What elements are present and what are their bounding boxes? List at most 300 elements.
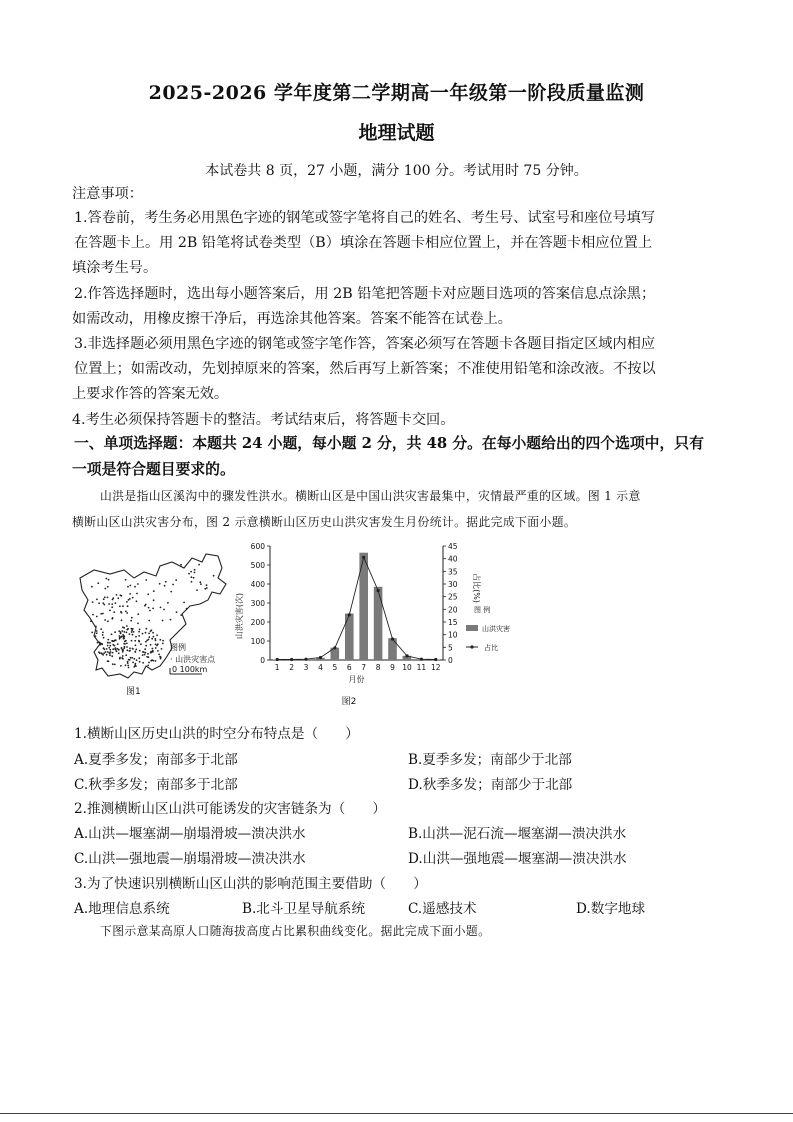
flood-point [102,632,104,634]
flood-point [107,645,109,647]
flood-point [126,649,128,651]
flood-points [90,564,214,669]
percent-point-2 [290,658,293,661]
flood-point [131,657,133,659]
flood-point [107,651,109,653]
flood-point [127,665,129,667]
flood-point [126,601,128,603]
flood-point [135,636,137,638]
flood-point [151,660,153,662]
flood-point [132,597,134,599]
notes-line: 如需改动，用橡皮擦干净后，再选涂其他答案。答案不能答在试卷上。 [72,311,512,327]
flood-point [114,631,116,633]
flood-point [132,634,134,636]
flood-point [135,644,137,646]
flood-point [122,655,124,657]
flood-point [170,591,172,593]
flood-point [139,650,141,652]
flood-point [106,654,108,656]
flood-point [102,602,104,604]
flood-point [91,632,93,634]
flood-point [104,588,106,590]
flood-point [103,637,105,639]
flood-point [160,658,162,660]
flood-point [142,654,144,656]
flood-point [121,619,123,621]
flood-point [142,651,144,653]
flood-point [99,642,101,644]
flood-point [101,644,103,646]
flood-point [138,631,140,633]
notes-heading: 注意事项： [72,186,143,202]
x-tick-label: 10 [402,663,412,672]
flood-point [96,616,98,618]
y2-axis-label: 占比(%) [472,573,481,603]
flood-point [134,640,136,642]
percent-point-12 [434,658,437,661]
chart-legend-bar: 山洪灾害 [482,625,510,633]
flood-point [115,639,117,641]
flood-point [126,612,128,614]
notes-line: 4.考生必须保持答题卡的整洁。考试结束后，将答题卡交回。 [72,412,455,428]
flood-point [125,611,127,613]
flood-point [116,594,118,596]
flood-point [108,579,110,581]
flood-point [114,645,116,647]
flood-point [108,660,110,662]
percent-line [277,557,436,659]
flood-point [104,619,106,621]
flood-point [127,662,129,664]
x-tick-label: 11 [416,663,427,672]
flood-point [96,599,98,601]
flood-point [122,626,124,628]
y2-tick-label: 30 [448,580,458,589]
flood-point [102,613,104,615]
flood-point [199,581,201,583]
notes-line: 上要求作答的答案无效。 [72,386,229,402]
flood-point [157,643,159,645]
flood-point [133,666,135,668]
flood-point [142,633,144,635]
flood-point [133,631,135,633]
flood-point [125,654,127,656]
flood-point [125,579,127,581]
flood-point [167,602,169,604]
flood-point [145,604,147,606]
flood-point [153,636,155,638]
flood-point [131,628,133,630]
flood-point [101,653,103,655]
flood-point [149,610,151,612]
flood-point [119,638,121,640]
flood-point [137,623,139,625]
figure2-caption: 图2 [341,697,357,707]
flood-point [107,642,109,644]
y-axis-label: 山洪灾害(次) [235,592,244,640]
x-tick-label: 5 [332,663,338,672]
figure1-caption: 图1 [126,687,141,697]
passage-text: 横断山区山洪灾害分布，图 2 示意横断山区历史山洪灾害发生月份统计。据此完成下面小题。 [72,515,577,529]
flood-point [134,586,136,588]
flood-point [155,644,157,646]
flood-point [145,632,147,634]
flood-point [119,635,121,637]
flood-point [148,620,150,622]
flood-point [136,600,138,602]
flood-point [136,593,138,595]
percent-point-8 [377,589,380,592]
flood-point [118,630,120,632]
bar-month-9 [388,638,397,660]
flood-point [104,649,106,651]
flood-point [145,641,147,643]
flood-point [148,636,150,638]
notes-line: 位置上；如需改动，先划掉原来的答案，然后再写上新答案；不准使用铅笔和涂改液。不按以 [74,361,656,377]
flood-point [118,652,120,654]
flood-point [120,665,122,667]
x-tick-label: 6 [346,663,352,672]
flood-point [155,660,157,662]
flood-point [97,582,99,584]
flood-point [204,588,206,590]
x-tick-label: 12 [431,663,441,672]
question-option: A.夏季多发；南部多于北部 [74,752,238,768]
y2-tick-label: 25 [448,592,458,602]
flood-point [130,620,132,622]
notes-line: 2.作答选择题时，选出每小题答案后，用 2B 铅笔把答题卡对应题目选项的答案信息点涂黑； [74,286,656,302]
flood-point [122,605,124,607]
y2-tick-label: 15 [448,618,458,627]
flood-point [100,613,102,615]
legend-item: · 山洪灾害点 [170,655,216,664]
flood-point [121,657,123,659]
x-tick-label: 1 [274,663,280,672]
flood-point [107,639,109,641]
flood-point [147,593,149,595]
scale-label: 0 100km [172,665,208,674]
y-tick-label: 100 [250,637,265,646]
flood-point [147,665,149,667]
x-tick-label: 7 [361,663,367,672]
flood-point [112,663,114,665]
y-tick-label: 400 [250,580,265,589]
flood-point [139,629,141,631]
question-option: B.北斗卫星导航系统 [242,901,366,917]
flood-point [104,596,106,598]
flood-point [137,583,139,585]
flood-point [123,635,125,637]
flood-point [180,564,182,566]
flood-point [155,647,157,649]
flood-point [159,639,161,641]
bar-month-6 [345,614,354,661]
flood-point [108,603,110,605]
flood-point [119,658,121,660]
flood-point [158,654,160,656]
flood-point [96,632,98,634]
flood-point [105,651,107,653]
flood-point [95,635,97,637]
flood-point [122,651,124,653]
flood-point [155,640,157,642]
flood-point [176,611,178,613]
passage-text: 下图示意某高原人口随海拔高度占比累积曲线变化。据此完成下面小题。 [100,924,491,938]
flood-point [159,656,161,658]
notes-line: 3.非选择题必须用黑色字迹的钢笔或签字笔作答，答案必须写在答题卡各题目指定区域内相应 [74,336,656,352]
flood-point [111,606,113,608]
flood-point [152,650,154,652]
flood-point [129,598,131,600]
flood-point [125,640,127,642]
flood-point [138,657,140,659]
y-tick-label: 500 [250,561,265,570]
question-option: C.秋季多发；南部多于北部 [74,777,238,793]
flood-point [162,640,164,642]
flood-point [136,659,138,661]
flood-point [145,645,147,647]
question-stem: 3.为了快速识别横断山区山洪的影响范围主要借助（ ） [74,876,427,892]
notes-line: 在答题卡上。用 2B 铅笔将试卷类型（B）填涂在答题卡相应位置上，并在答题卡相应位置上 [74,235,653,251]
flood-point [117,643,119,645]
flood-point [112,599,114,601]
percent-point-9 [391,637,394,640]
flood-point [152,608,154,610]
x-tick-label: 4 [318,663,323,672]
bar-month-8 [374,587,383,660]
flood-point [146,628,148,630]
flood-point [97,642,99,644]
flood-point [144,654,146,656]
x-tick-label: 9 [390,663,395,672]
flood-point [92,614,94,616]
question-option: D.数字地球 [576,901,646,917]
flood-point [159,583,161,585]
flood-point [198,564,200,566]
flood-point [150,651,152,653]
percent-point-6 [348,613,351,616]
question-stem: 1.横断山区历史山洪的时空分布特点是（ ） [74,726,359,742]
exam-intro: 本试卷共 8 页，27 小题，满分 100 分。考试用时 75 分钟。 [205,163,588,179]
percent-point-11 [420,658,423,661]
flood-point [135,649,137,651]
flood-point [111,640,113,642]
flood-point [148,633,150,635]
question-option: C.山洪—强地震—崩塌滑坡—溃决洪水 [74,851,306,867]
flood-point [152,648,154,650]
y2-tick-label: 40 [448,554,458,564]
y2-tick-label: 5 [448,643,453,653]
flood-point [126,643,128,645]
flood-point [138,635,140,637]
flood-point [133,658,135,660]
x-tick-label: 2 [289,663,294,672]
flood-point [91,586,93,588]
chart-legend-title: 图 例 [474,606,491,614]
flood-point [127,628,129,630]
percent-point-1 [276,658,279,661]
flood-point [152,632,154,634]
flood-point [127,605,129,607]
y-tick-label: 0 [260,656,265,665]
flood-point [109,642,111,644]
flood-point [122,649,124,651]
question-stem: 2.推测横断山区山洪可能诱发的灾害链条为（ ） [74,801,387,817]
flood-point [130,585,132,587]
exam-title: 2025-2026 学年度第二学期高一年级第一阶段质量监测 [148,82,645,104]
flood-point [145,652,147,654]
flood-point [144,648,146,650]
flood-point [130,657,132,659]
notes-line: 1.答卷前，考生务必用黑色字迹的钢笔或签字笔将自己的姓名、考生号、试室号和座位号填写 [74,210,656,226]
flood-point [213,575,215,577]
flood-point [206,584,208,586]
flood-point [121,647,123,649]
flood-point [124,631,126,633]
y2-tick-label: 10 [448,630,458,640]
y-tick-label: 300 [250,599,265,608]
y-tick-label: 600 [250,542,265,551]
page-bottom-rule [0,1113,793,1114]
legend-bar-swatch [466,625,478,631]
flood-point [126,632,128,634]
flood-point [111,603,113,605]
flood-point [183,602,185,604]
flood-point [102,634,104,636]
flood-point [188,573,190,575]
flood-point [146,656,148,658]
flood-point [153,599,155,601]
flood-point [160,607,162,609]
section-heading: 一项是符合题目要求的。 [72,461,235,478]
flood-point [131,631,133,633]
x-tick-label: 3 [303,663,309,672]
x-tick-label: 8 [375,663,381,672]
flood-point [140,643,142,645]
flood-point [119,605,121,607]
flood-point [109,645,111,647]
y2-tick-label: 0 [448,656,453,665]
flood-point [124,646,126,648]
flood-point [190,571,192,573]
flood-point [121,636,123,638]
flood-point [156,634,158,636]
flood-point [148,662,150,664]
flood-point [103,604,105,606]
flood-point [98,602,100,604]
flood-point [148,607,150,609]
flood-point [99,644,101,646]
flood-point [138,640,140,642]
flood-point [194,569,196,571]
flood-point [131,640,133,642]
question-option: A.山洪—堰塞湖—崩塌滑坡—溃决洪水 [74,826,306,842]
percent-point-4 [319,656,322,659]
percent-point-3 [304,658,307,661]
flood-point [129,593,131,595]
flood-point [137,613,139,615]
flood-point [103,652,105,654]
flood-point [194,572,196,574]
flood-point [170,619,172,621]
question-option: B.夏季多发；南部少于北部 [408,752,572,768]
flood-point [175,579,177,581]
flood-point [134,651,136,653]
flood-point [128,659,130,661]
flood-point [157,650,159,652]
flood-point [127,586,129,588]
flood-point [100,628,102,630]
flood-point [123,643,125,645]
flood-point [111,633,113,635]
flood-point [151,638,153,640]
y-tick-label: 200 [250,618,265,627]
flood-point [98,651,100,653]
passage-text: 山洪是指山区溪沟中的骤发性洪水。横断山区是中国山洪灾害最集中，灾情最严重的区域。图 1 示意 [100,489,641,503]
flood-point [103,598,105,600]
flood-point [196,589,198,591]
question-option: C.遥感技术 [408,901,477,917]
flood-point [111,655,113,657]
question-option: A.地理信息系统 [74,901,170,917]
flood-point [109,610,111,612]
question-option: D.秋季多发；南部少于北部 [408,777,573,793]
flood-point [114,648,116,650]
flood-point [146,640,148,642]
flood-point [115,602,117,604]
flood-point [145,579,147,581]
y2-tick-label: 20 [448,605,458,615]
flood-point [92,601,94,603]
flood-point [147,653,149,655]
flood-point [96,630,98,632]
flood-point [128,650,130,652]
flood-point [191,581,193,583]
flood-point [139,661,141,663]
flood-point [151,629,153,631]
flood-point [109,649,111,651]
question-option: D.山洪—强地震—堰塞湖—溃决洪水 [408,851,627,867]
flood-point [112,652,114,654]
flood-point [135,663,137,665]
flood-point [142,662,144,664]
flood-point [193,577,195,579]
flood-point [150,644,152,646]
flood-point [125,664,127,666]
flood-point [161,648,163,650]
flood-point [186,608,188,610]
y2-tick-label: 45 [448,542,458,551]
flood-point [113,611,115,613]
flood-point [126,625,128,627]
chart-legend-line: 占比 [484,644,498,652]
legend-title: 图例 [170,643,186,652]
flood-point [172,584,174,586]
notes-line: 填涂考生号。 [72,260,158,276]
flood-point [110,651,112,653]
percent-point-5 [333,646,336,649]
flood-point [107,597,109,599]
flood-point [117,648,119,650]
figure2-chart [228,536,528,714]
flood-point [106,578,108,580]
flood-point [95,626,97,628]
flood-point [180,614,182,616]
flood-point [107,620,109,622]
figure1-map [72,548,242,708]
percent-point-7 [362,556,365,559]
flood-point [120,594,122,596]
